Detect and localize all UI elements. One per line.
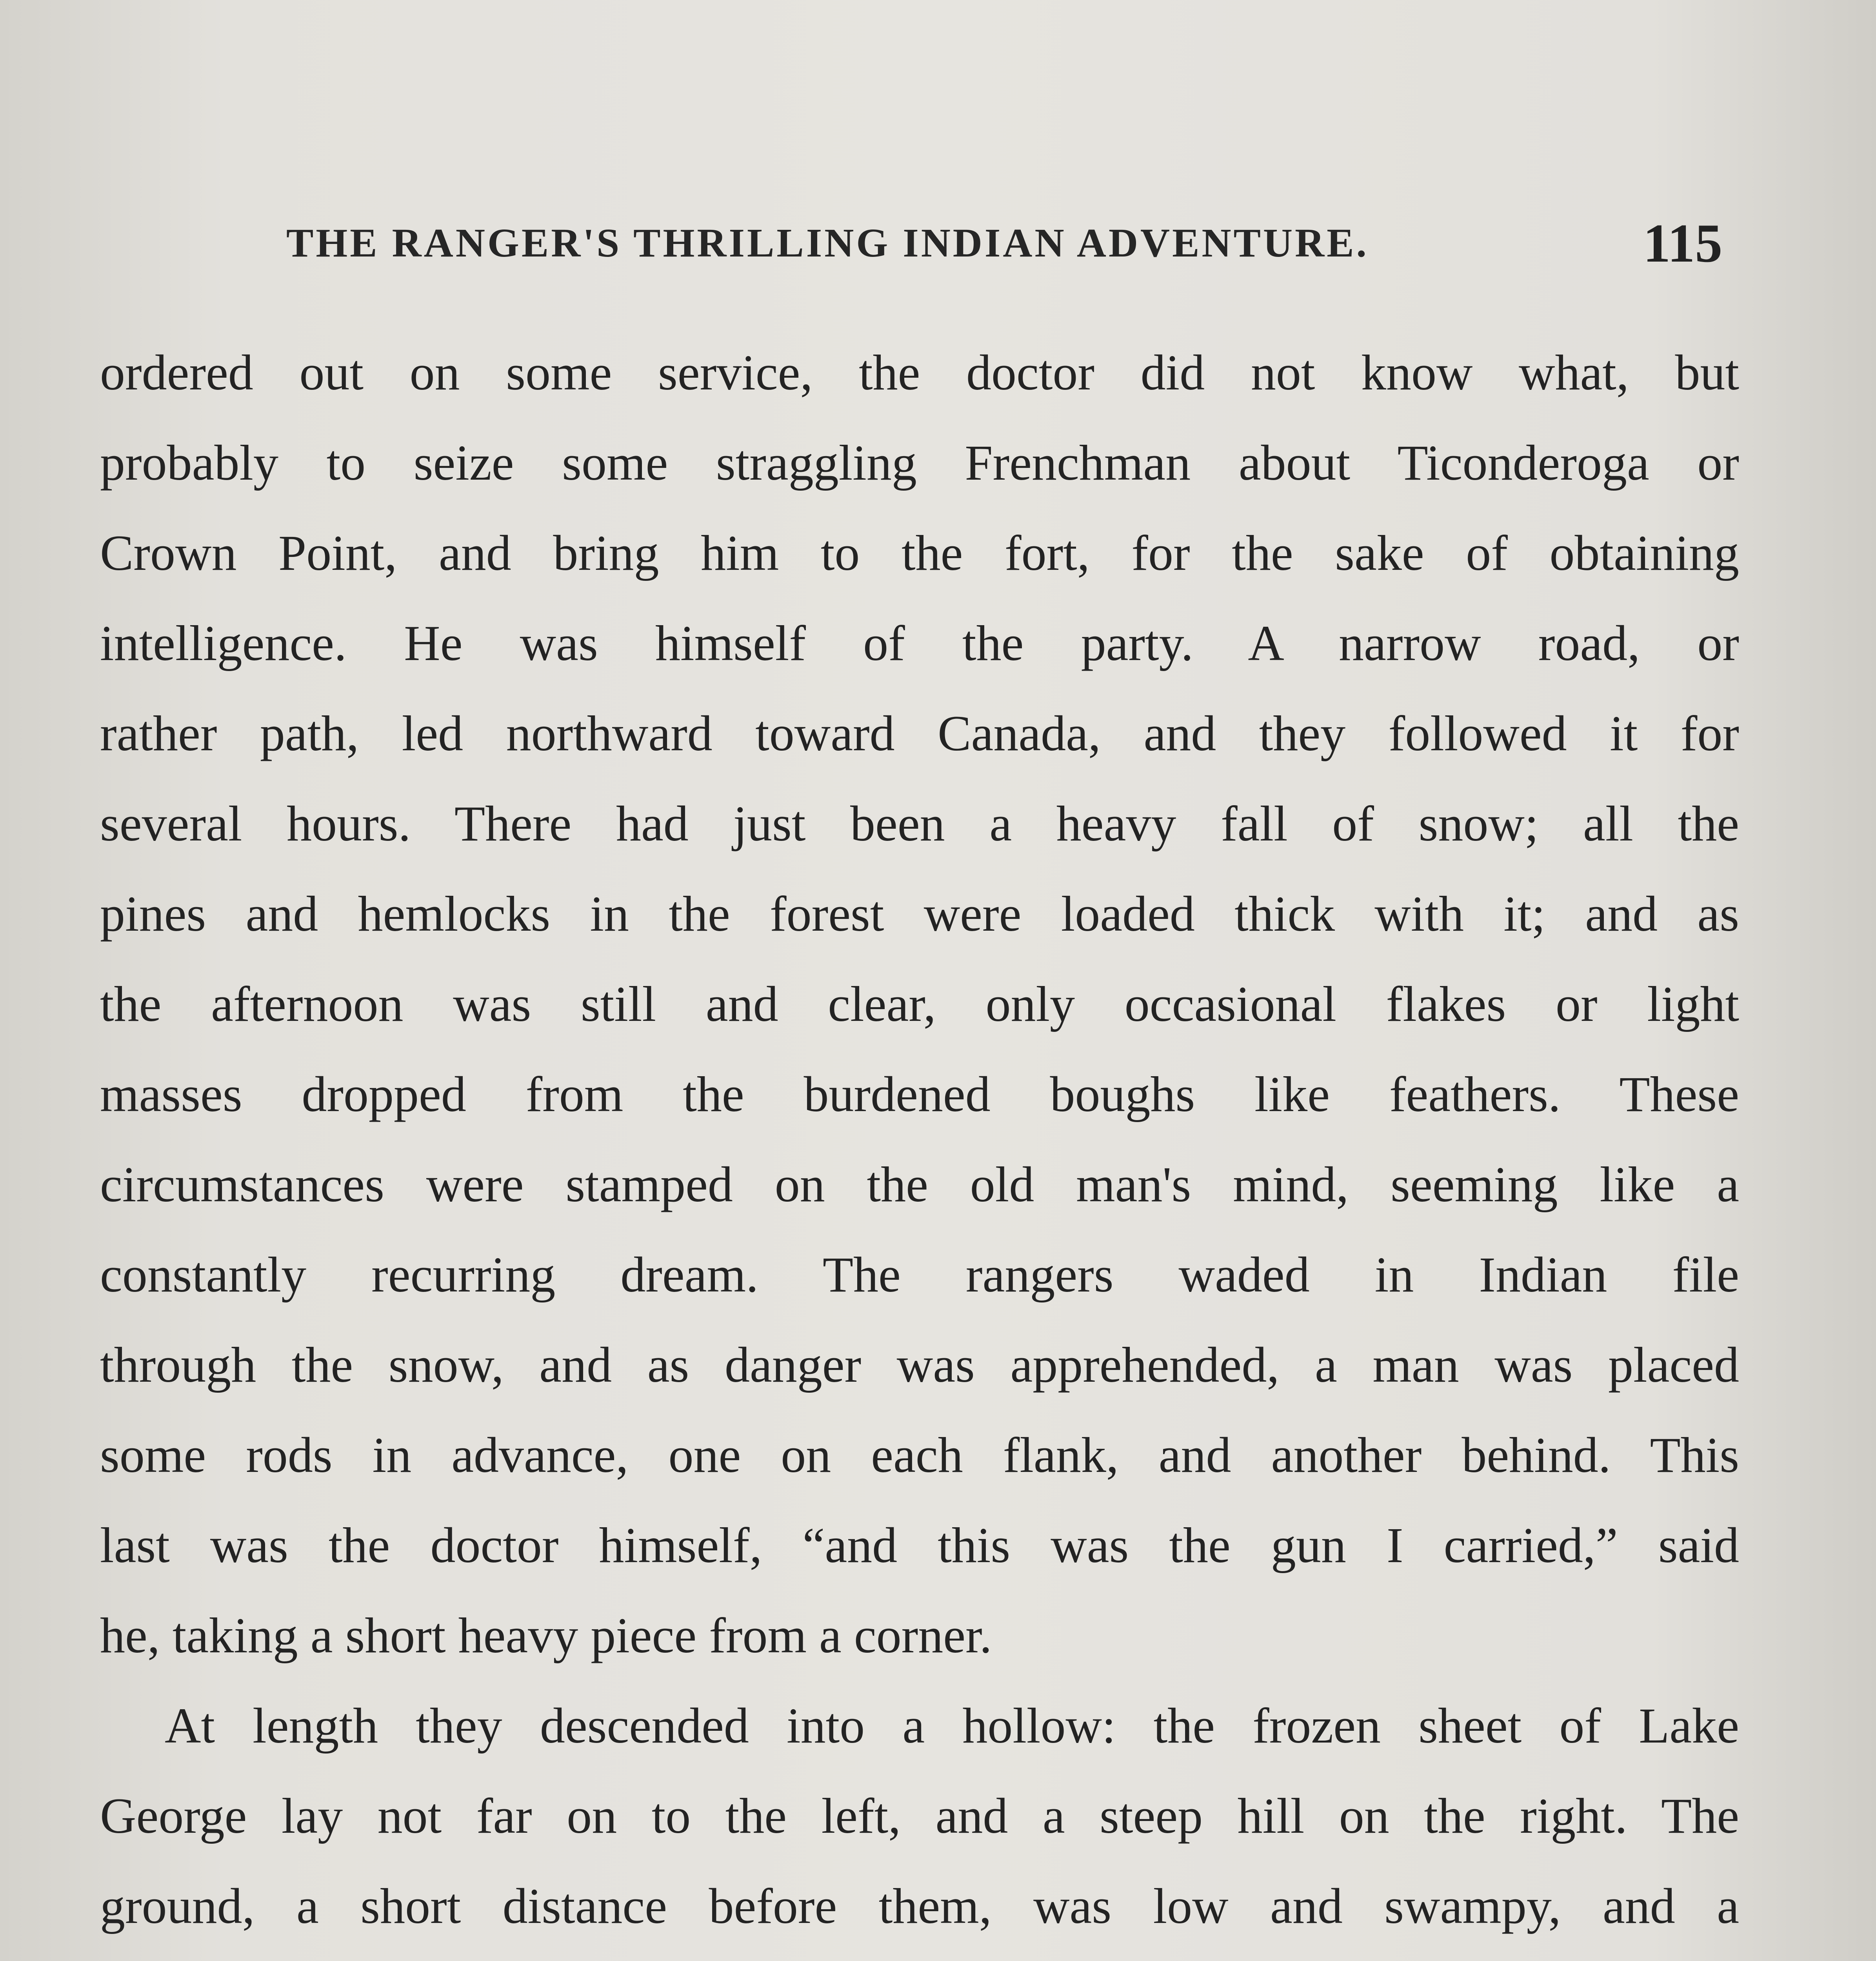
text-line: circumstances were stamped on the old man's mind, seeming like a <box>100 1157 1739 1212</box>
text-line: last was the doctor himself, “and this was the gun I carried,” said <box>100 1517 1739 1573</box>
page-number: 115 <box>1643 213 1723 274</box>
text-line: Crown Point, and bring him to the fort, for the sake of obtaining <box>100 525 1739 581</box>
text-line: constantly recurring dream. The rangers waded in Indian file <box>100 1247 1739 1302</box>
text-line: he, taking a short heavy piece from a corner. <box>100 1608 992 1663</box>
text-line: probably to seize some straggling Frenchman about Ticonderoga or <box>100 435 1739 491</box>
text-line: pines and hemlocks in the forest were loaded thick with it; and as <box>100 886 1739 942</box>
text-line: At length they descended into a hollow: the frozen sheet of Lake <box>165 1698 1739 1754</box>
text-line: masses dropped from the burdened boughs like feathers. These <box>100 1066 1739 1122</box>
text-line: ground, a short distance before them, was low and swampy, and a <box>100 1878 1739 1934</box>
text-line: some rods in advance, one on each flank, and another behind. This <box>100 1427 1739 1483</box>
text-line: several hours. There had just been a heavy fall of snow; all the <box>100 796 1739 851</box>
text-line: George lay not far on to the left, and a steep hill on the right. The <box>100 1788 1739 1844</box>
text-line: through the snow, and as danger was apprehended, a man was placed <box>100 1337 1739 1393</box>
text-line: intelligence. He was himself of the party. A narrow road, or <box>100 615 1739 671</box>
text-line: ordered out on some service, the doctor did not know what, but <box>100 345 1739 400</box>
text-line: rather path, led northward toward Canada, and they followed it for <box>100 706 1739 761</box>
running-head: THE RANGER'S THRILLING INDIAN ADVENTURE. <box>286 220 1369 266</box>
text-line: the afternoon was still and clear, only occasional flakes or light <box>100 976 1739 1032</box>
